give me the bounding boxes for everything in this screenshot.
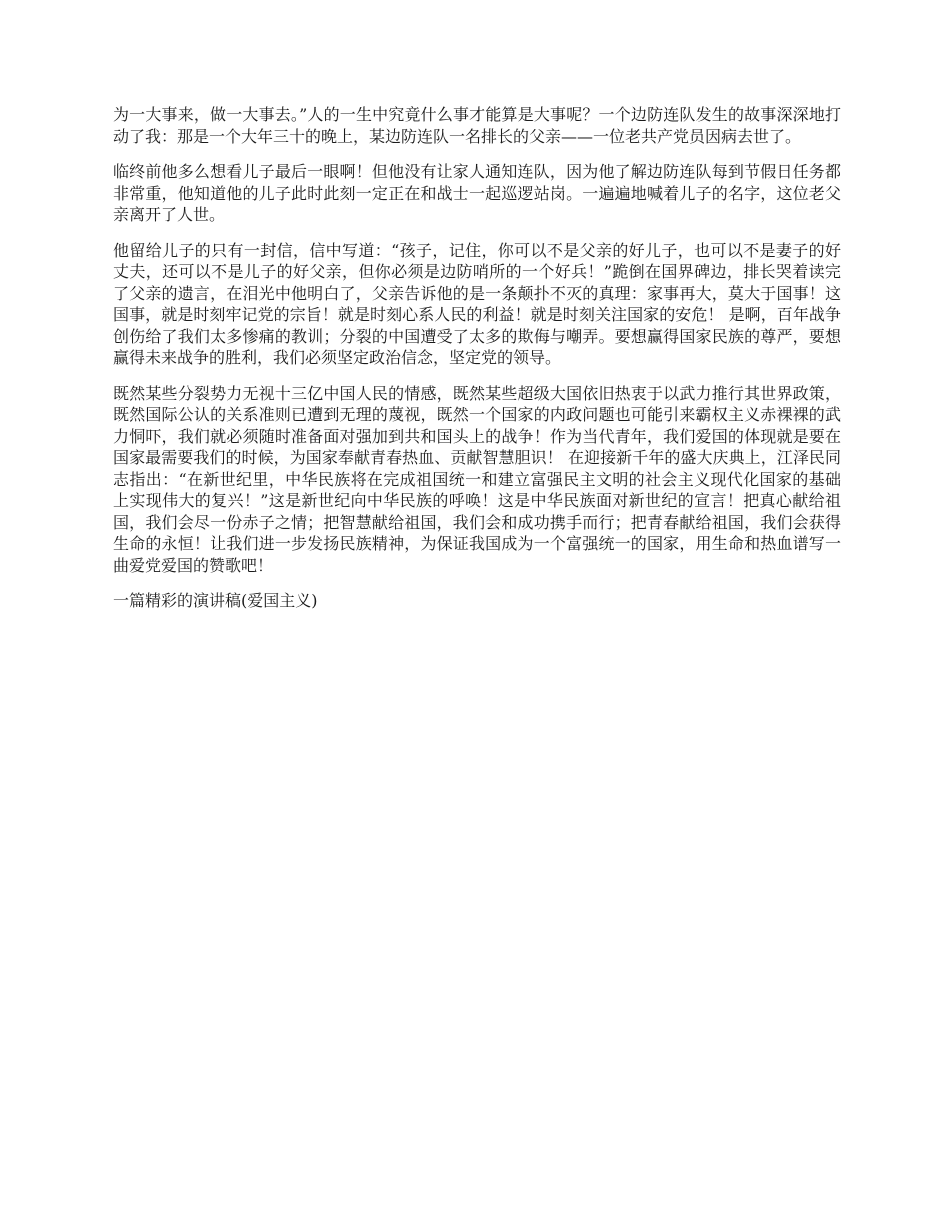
paragraph-2: 临终前他多么想看儿子最后一眼啊！但他没有让家人通知连队，因为他了解边防连队每到节假日任务都非常重，他知道他的儿子此时此刻一定正在和战士一起巡逻站岗。一遍遍地喊着儿子的名字，这位老父亲离开了人世。 xyxy=(113,162,841,224)
paragraph-4: 既然某些分裂势力无视十三亿中国人民的情感，既然某些超级大国依旧热衷于以武力推行其世界政策，既然国际公认的关系准则已遭到无理的蔑视，既然一个国家的内政问题也可能引来霸权主义赤裸裸的武力恫吓，我们就必须随时准备面对强加到共和国头上的战争！作为当代青年，我们爱国的体现就是要在国家最需要我们的时候，为国家奉献青春热血、贡献智慧胆识！ 在迎接新千年的盛大庆典上，江泽民同志指出：“在新世纪里，中华民族将在完成祖国统一和建立富强民主文明的社会主义现代化国家的基础上实现伟大的复兴！”这是新世纪向中华民族的呼唤！这是中华民族面对新世纪的宣言！把真心献给祖国，我们会尽一份赤子之情；把智慧献给祖国，我们会和成功携手而行；把青春献给祖国，我们会获得生命的永恒！让我们进一步发扬民族精神，为保证我国成为一个富强统一的国家，用生命和热血谱写一曲爱党爱国的赞歌吧！ xyxy=(113,383,841,575)
paragraph-3: 他留给儿子的只有一封信，信中写道：“孩子，记住，你可以不是父亲的好儿子，也可以不是妻子的好丈夫，还可以不是儿子的好父亲，但你必须是边防哨所的一个好兵！”跪倒在国界碑边，排长哭着读完了父亲的遗言，在泪光中他明白了，父亲告诉他的是一条颠扑不灭的真理：家事再大，莫大于国事！这国事，就是时刻牢记党的宗旨！就是时刻心系人民的利益！就是时刻关注国家的安危！ 是啊，百年战争创伤给了我们太多惨痛的教训；分裂的中国遭受了太多的欺侮与嘲弄。要想赢得国家民族的尊严，要想赢得未来战争的胜利，我们必须坚定政治信念，坚定党的领导。 xyxy=(113,240,841,367)
paragraph-1: 为一大事来，做一大事去。”人的一生中究竟什么事才能算是大事呢？一个边防连队发生的故事深深地打动了我：那是一个大年三十的晚上，某边防连队一名排长的父亲——一位老共产党员因病去世了。 xyxy=(113,105,841,146)
document-caption: 一篇精彩的演讲稿(爱国主义) xyxy=(113,591,318,610)
document-page xyxy=(113,104,841,612)
